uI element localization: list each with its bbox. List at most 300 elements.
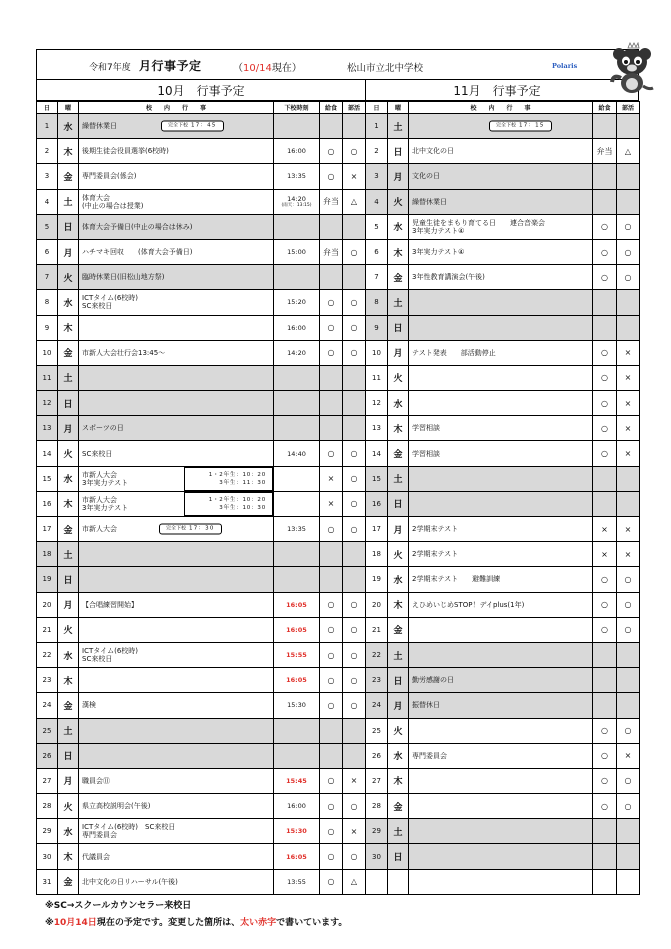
club-cell (343, 391, 366, 416)
november-row (366, 819, 640, 844)
note-changes: ※10月14日現在の予定です。変更した箇所は、太い赤字で書いています。 (45, 918, 348, 928)
event-text: 代議員会 (82, 852, 110, 861)
october-row (37, 592, 366, 617)
dismissal-time-cell (274, 189, 320, 214)
club-cell (617, 164, 640, 189)
weekday-cell: 木 (58, 844, 79, 869)
october-row (37, 214, 366, 239)
dismissal-time-cell (274, 239, 320, 264)
november-row (366, 693, 640, 718)
club-cell: ○ (343, 617, 366, 642)
club-cell: ○ (343, 441, 366, 466)
dismissal-time: 16:00 (287, 147, 306, 156)
weekday-cell (388, 869, 409, 894)
lunch-cell (320, 567, 343, 592)
dismissal-time-cell (274, 290, 320, 315)
november-row (366, 139, 640, 164)
dismissal-time-cell (274, 416, 320, 441)
col-day: 日 (366, 102, 388, 114)
day-cell: 4 (366, 189, 388, 214)
event-text: 2学期末テスト (412, 525, 459, 534)
event-cell (409, 517, 593, 542)
event-cell (79, 743, 274, 768)
day-cell: 8 (366, 290, 388, 315)
day-cell: 5 (37, 214, 58, 239)
day-cell: 8 (37, 290, 58, 315)
lunch-cell: ○ (320, 164, 343, 189)
weekday-cell: 土 (388, 642, 409, 667)
november-row (366, 239, 640, 264)
october-row (37, 239, 366, 264)
day-cell: 17 (366, 517, 388, 542)
col-event: 校 内 行 事 (409, 102, 593, 114)
lunch-cell (593, 668, 617, 693)
badge-label: 完全下校 (168, 122, 189, 129)
lunch-cell: ○ (320, 794, 343, 819)
event-cell (409, 592, 593, 617)
club-cell (343, 214, 366, 239)
club-cell: ○ (617, 794, 640, 819)
event-cell (409, 794, 593, 819)
day-cell: 4 (37, 189, 58, 214)
event-text: 3年性教育講演会(午後) (412, 273, 485, 282)
club-cell: ○ (343, 794, 366, 819)
lunch-cell: ○ (593, 592, 617, 617)
club-cell: ○ (343, 290, 366, 315)
day-cell: 3 (37, 164, 58, 189)
dismissal-time-cell (274, 869, 320, 894)
weekday-cell: 金 (58, 517, 79, 542)
november-header-row (366, 102, 640, 114)
november-row (366, 340, 640, 365)
day-cell: 2 (37, 139, 58, 164)
weekday-cell: 土 (388, 466, 409, 491)
dismissal-time: 13:35 (287, 172, 306, 181)
club-cell: ○ (617, 768, 640, 793)
lunch-cell: ○ (593, 441, 617, 466)
dismissal-time: 16:05 (286, 625, 307, 634)
club-cell: ○ (343, 466, 366, 491)
lunch-cell: 弁当 (320, 189, 343, 214)
weekday-cell: 月 (388, 693, 409, 718)
dismissal-time-cell (274, 542, 320, 567)
november-row (366, 189, 640, 214)
weekday-cell: 木 (388, 768, 409, 793)
event-text: ICTタイム(6校時) (82, 647, 139, 656)
lunch-cell: 弁当 (320, 239, 343, 264)
full-dismissal-badge (161, 121, 224, 132)
event-cell (409, 139, 593, 164)
day-cell: 22 (366, 642, 388, 667)
day-cell: 6 (37, 239, 58, 264)
event-cell (409, 315, 593, 340)
lunch-cell (320, 214, 343, 239)
event-text: 3年実力テスト④ (412, 248, 465, 257)
club-cell (617, 114, 640, 139)
lunch-cell: ○ (320, 869, 343, 894)
club-cell: ○ (343, 668, 366, 693)
fiscal-year: 令和7年度 (89, 63, 131, 73)
event-cell (409, 567, 593, 592)
page-title: 月行事予定 (139, 59, 202, 73)
lunch-cell: ○ (593, 718, 617, 743)
day-cell: 26 (366, 743, 388, 768)
dismissal-time-cell (274, 164, 320, 189)
november-row (366, 365, 640, 390)
dismissal-time-cell (274, 642, 320, 667)
event-cell (79, 567, 274, 592)
october-row (37, 391, 366, 416)
october-row (37, 517, 366, 542)
lunch-cell (593, 466, 617, 491)
club-cell (617, 466, 640, 491)
weekday-cell: 木 (388, 416, 409, 441)
weekday-cell: 月 (388, 164, 409, 189)
grade3-time: 3年生：11：30 (219, 479, 266, 486)
october-row (37, 768, 366, 793)
event-cell (79, 466, 274, 491)
dismissal-time-cell (274, 718, 320, 743)
lunch-cell (593, 642, 617, 667)
day-cell: 23 (37, 668, 58, 693)
day-cell: 19 (37, 567, 58, 592)
weekday-cell: 水 (388, 743, 409, 768)
schedule-sheet (36, 49, 639, 889)
dismissal-time-cell (274, 592, 320, 617)
day-cell: 7 (37, 265, 58, 290)
november-title: 11月 行事予定 (453, 83, 541, 98)
event-text-line2: (中止の場合は授業) (82, 201, 144, 210)
weekday-cell: 土 (58, 718, 79, 743)
club-cell (343, 743, 366, 768)
dismissal-time: 16:00 (287, 802, 306, 811)
day-cell (366, 869, 388, 894)
lunch-cell (593, 869, 617, 894)
november-row (366, 668, 640, 693)
event-text: スポーツの日 (82, 424, 124, 433)
grade3-time: 3年生：10：30 (219, 504, 266, 511)
dismissal-time-cell (274, 768, 320, 793)
col-club: 部活 (343, 102, 366, 114)
club-cell: ○ (617, 567, 640, 592)
october-row (37, 819, 366, 844)
dismissal-time-cell (274, 743, 320, 768)
weekday-cell: 金 (58, 869, 79, 894)
event-cell (79, 693, 274, 718)
october-row (37, 139, 366, 164)
day-cell: 30 (37, 844, 58, 869)
club-cell: ○ (343, 844, 366, 869)
event-text: 2学期末テスト 避難訓練 (412, 575, 501, 584)
weekday-cell: 木 (58, 315, 79, 340)
badge-time: 17：45 (191, 122, 217, 129)
november-row (366, 768, 640, 793)
weekday-cell: 火 (388, 542, 409, 567)
weekday-cell: 水 (58, 642, 79, 667)
event-cell (409, 617, 593, 642)
event-cell (79, 340, 274, 365)
lunch-cell: × (320, 491, 343, 516)
weekday-cell: 日 (388, 668, 409, 693)
col-lunch: 給食 (593, 102, 617, 114)
event-text: えひめいじめSTOP！デイplus(1年) (412, 600, 525, 609)
day-cell: 24 (37, 693, 58, 718)
event-text: 漢検 (82, 701, 96, 710)
day-cell: 9 (366, 315, 388, 340)
event-cell (79, 869, 274, 894)
event-cell (409, 466, 593, 491)
event-text-line2: 3年実力テスト (82, 478, 129, 487)
lunch-cell: ○ (593, 214, 617, 239)
lunch-cell: ○ (320, 592, 343, 617)
event-text: ICTタイム(6校時) SC来校日 (82, 823, 176, 832)
november-row (366, 718, 640, 743)
event-cell (79, 542, 274, 567)
october-row (37, 365, 366, 390)
event-cell (409, 542, 593, 567)
event-cell (79, 416, 274, 441)
november-row (366, 164, 640, 189)
weekday-cell: 火 (388, 189, 409, 214)
dismissal-time: 13:55 (287, 877, 306, 886)
day-cell: 20 (37, 592, 58, 617)
badge-time: 17：30 (189, 525, 215, 532)
club-cell (343, 265, 366, 290)
club-cell (617, 693, 640, 718)
day-cell: 6 (366, 239, 388, 264)
lunch-cell: ○ (593, 567, 617, 592)
event-text-line2: SC来校日 (82, 302, 113, 311)
event-cell (79, 365, 274, 390)
day-cell: 20 (366, 592, 388, 617)
lunch-cell: ○ (593, 416, 617, 441)
october-row (37, 718, 366, 743)
club-cell (617, 642, 640, 667)
lunch-cell: × (593, 542, 617, 567)
dismissal-time: 15:00 (287, 248, 306, 257)
october-header-row (37, 102, 366, 114)
dismissal-time-cell (274, 214, 320, 239)
club-cell: × (617, 416, 640, 441)
event-cell (409, 114, 593, 139)
day-cell: 24 (366, 693, 388, 718)
event-cell (409, 743, 593, 768)
weekday-cell: 日 (388, 844, 409, 869)
dismissal-time: 16:05 (286, 600, 307, 609)
october-row (37, 265, 366, 290)
weekday-cell: 火 (58, 441, 79, 466)
school-name: 松山市立北中学校 (347, 63, 424, 74)
lunch-cell (320, 743, 343, 768)
lunch-cell (593, 315, 617, 340)
day-cell: 5 (366, 214, 388, 239)
november-row (366, 743, 640, 768)
club-cell (617, 189, 640, 214)
weekday-cell: 土 (58, 365, 79, 390)
grade12-time: 1・2年生：10：20 (208, 496, 266, 503)
event-cell (409, 491, 593, 516)
event-cell (79, 768, 274, 793)
event-cell (79, 114, 274, 139)
lunch-cell: ○ (593, 743, 617, 768)
weekday-cell: 木 (58, 491, 79, 516)
dismissal-time: 15:20 (287, 298, 306, 307)
day-cell: 7 (366, 265, 388, 290)
day-cell: 15 (366, 466, 388, 491)
note-sc: ※SC→スクールカウンセラー来校日 (45, 901, 192, 911)
dismissal-time: 14:40 (287, 449, 306, 458)
club-cell: ○ (617, 214, 640, 239)
dismissal-time-cell (274, 794, 320, 819)
club-cell: △ (343, 189, 366, 214)
event-text: 体育大会予備日(中止の場合は休み) (82, 222, 193, 231)
event-cell (79, 642, 274, 667)
lunch-cell: ○ (320, 315, 343, 340)
day-cell: 12 (37, 391, 58, 416)
club-cell: × (343, 819, 366, 844)
event-text: 市新人大会 (82, 470, 117, 479)
lunch-cell: × (593, 517, 617, 542)
event-text: 県立高校説明会(午後) (82, 802, 151, 811)
weekday-cell: 月 (388, 340, 409, 365)
weekday-cell: 月 (58, 416, 79, 441)
day-cell: 16 (366, 491, 388, 516)
november-row (366, 391, 640, 416)
club-cell (617, 668, 640, 693)
day-cell: 2 (366, 139, 388, 164)
day-cell: 13 (366, 416, 388, 441)
club-cell: ○ (343, 491, 366, 516)
dismissal-time-cell (274, 340, 320, 365)
event-text: 職員会⑪ (82, 776, 110, 785)
day-cell: 3 (366, 164, 388, 189)
dismissal-time: 16:00 (287, 323, 306, 332)
dismissal-time: 15:30 (286, 827, 307, 836)
weekday-cell: 日 (388, 139, 409, 164)
day-cell: 1 (37, 114, 58, 139)
day-cell: 9 (37, 315, 58, 340)
club-cell: × (617, 391, 640, 416)
october-row (37, 441, 366, 466)
dismissal-time: 14:20 (287, 348, 306, 357)
november-row (366, 567, 640, 592)
event-text: ICTタイム(6校時) (82, 294, 139, 303)
event-text: SC来校日 (82, 449, 113, 458)
event-cell (79, 819, 274, 844)
event-cell (409, 290, 593, 315)
weekday-cell: 金 (58, 164, 79, 189)
weekday-cell: 金 (388, 794, 409, 819)
lunch-cell (593, 290, 617, 315)
lunch-cell (593, 693, 617, 718)
day-cell: 21 (366, 617, 388, 642)
lunch-cell: ○ (593, 340, 617, 365)
event-cell (79, 139, 274, 164)
event-cell (79, 668, 274, 693)
weekday-cell: 日 (58, 567, 79, 592)
club-cell (343, 365, 366, 390)
dismissal-time: 15:30 (287, 701, 306, 710)
club-cell: ○ (617, 718, 640, 743)
october-row (37, 794, 366, 819)
day-cell: 11 (366, 365, 388, 390)
event-text: 繰替休業日 (82, 122, 117, 131)
november-row (366, 542, 640, 567)
october-row (37, 114, 366, 139)
col-club: 部活 (617, 102, 640, 114)
day-cell: 12 (366, 391, 388, 416)
event-cell (79, 189, 274, 214)
event-cell (409, 239, 593, 264)
weekday-cell: 火 (388, 718, 409, 743)
lunch-cell (320, 265, 343, 290)
event-text: 学習相談 (412, 424, 440, 433)
lunch-cell: ○ (320, 642, 343, 667)
lunch-cell (593, 114, 617, 139)
dismissal-time-cell (274, 491, 320, 516)
lunch-cell (320, 416, 343, 441)
event-text: 北中文化の日リハーサル(午後) (82, 877, 178, 886)
dismissal-time: 16:05 (286, 852, 307, 861)
event-cell (79, 794, 274, 819)
footer-notes (45, 898, 347, 932)
november-row (366, 491, 640, 516)
october-row (37, 844, 366, 869)
dismissal-time-cell (274, 315, 320, 340)
day-cell: 27 (366, 768, 388, 793)
lunch-cell (320, 391, 343, 416)
weekday-cell: 水 (58, 819, 79, 844)
event-cell (409, 340, 593, 365)
club-cell: ○ (343, 592, 366, 617)
club-cell (343, 567, 366, 592)
dismissal-time-cell (274, 365, 320, 390)
october-row (37, 466, 366, 491)
event-cell (79, 718, 274, 743)
november-row (366, 416, 640, 441)
november-row (366, 214, 640, 239)
event-text: 学習相談 (412, 449, 440, 458)
day-cell: 31 (37, 869, 58, 894)
weekday-cell: 木 (388, 592, 409, 617)
event-text: 後期生徒会役員選挙(6校時) (82, 147, 169, 156)
lunch-cell: ○ (593, 391, 617, 416)
club-cell: × (617, 365, 640, 390)
event-cell (79, 592, 274, 617)
event-text: 振替休日 (412, 701, 440, 710)
lunch-cell (320, 718, 343, 743)
event-cell (79, 290, 274, 315)
november-row (366, 315, 640, 340)
dismissal-time-cell (274, 668, 320, 693)
october-row (37, 668, 366, 693)
event-text: 児童生徒をまもり育てる日 連合音楽会 (412, 218, 545, 227)
rain-time: (雨天：13:15) (281, 203, 312, 209)
event-cell (409, 365, 593, 390)
lunch-cell: ○ (320, 668, 343, 693)
club-cell: △ (617, 139, 640, 164)
lunch-cell (320, 114, 343, 139)
weekday-cell: 金 (388, 441, 409, 466)
event-cell (409, 164, 593, 189)
october-row (37, 491, 366, 516)
dismissal-time-cell (274, 844, 320, 869)
club-cell (617, 869, 640, 894)
weekday-cell: 金 (388, 265, 409, 290)
lunch-cell: ○ (593, 239, 617, 264)
event-cell (79, 617, 274, 642)
col-weekday: 曜 (58, 102, 79, 114)
